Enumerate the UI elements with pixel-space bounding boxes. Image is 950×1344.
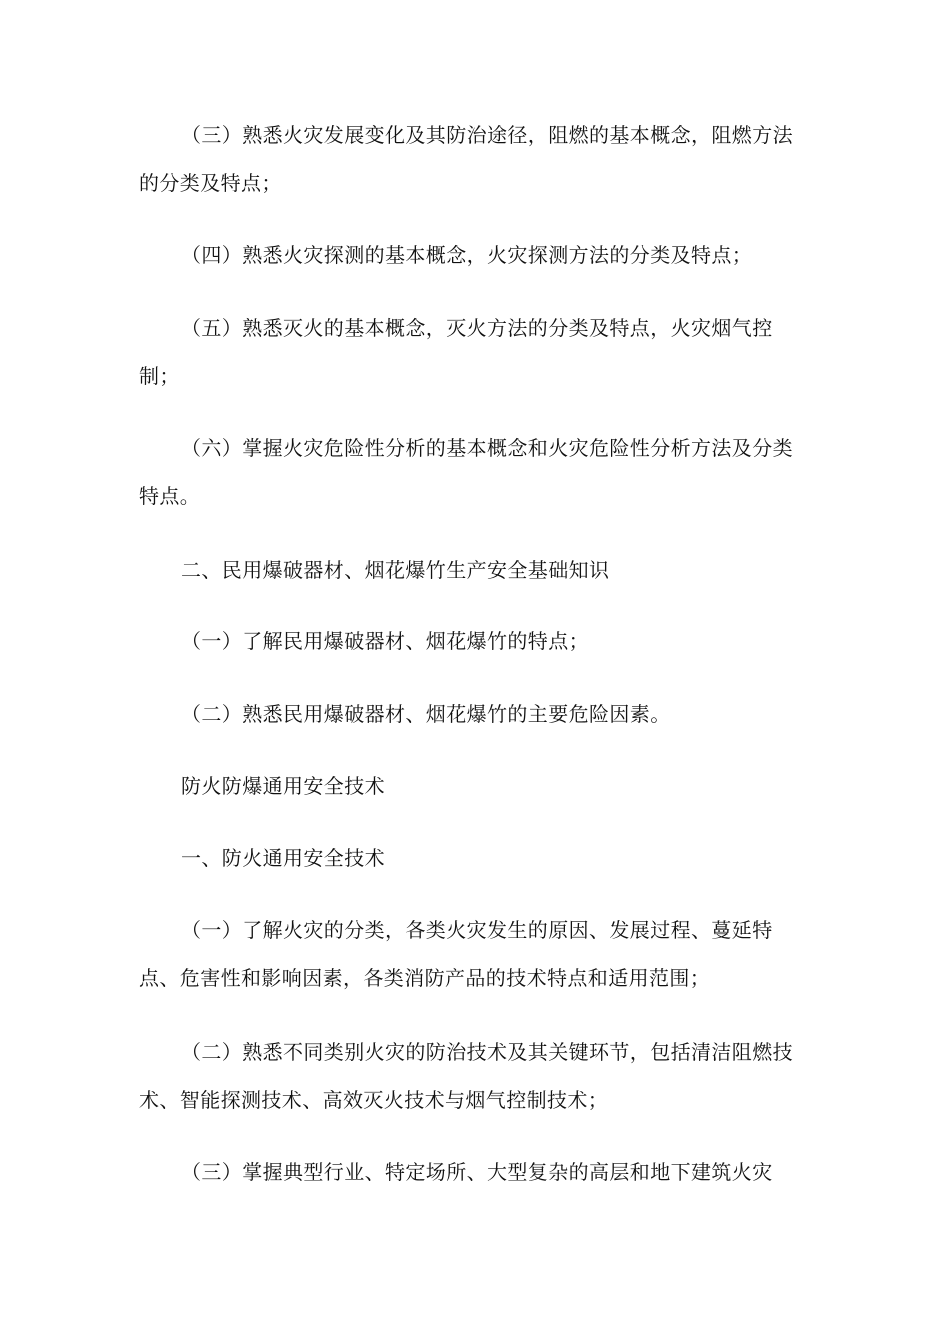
paragraph-explosives-features: （一）了解民用爆破器材、烟花爆竹的特点；: [181, 629, 589, 653]
section-heading-explosives-basics: 二、民用爆破器材、烟花爆竹生产安全基础知识: [181, 558, 610, 582]
paragraph-fire-detection: （四）熟悉火灾探测的基本概念，火灾探测方法的分类及特点；: [181, 243, 753, 267]
paragraph-fire-hazard-analysis: （六）掌握火灾危险性分析的基本概念和火灾危险性分析方法及分类特点。: [139, 436, 793, 508]
paragraph-fire-classification: （一）了解火灾的分类，各类火灾发生的原因、发展过程、蔓延特点、危害性和影响因素，各类消防产品的技术特点和适用范围；: [139, 918, 773, 990]
section-heading-fire-safety: 一、防火通用安全技术: [181, 846, 385, 870]
paragraph-typical-industries: （三）掌握典型行业、特定场所、大型复杂的高层和地下建筑火灾: [181, 1160, 773, 1184]
chapter-heading-fire-explosion-safety: 防火防爆通用安全技术: [181, 774, 385, 798]
paragraph-fire-extinguishing: （五）熟悉灭火的基本概念，灭火方法的分类及特点，火灾烟气控制；: [139, 316, 773, 388]
paragraph-explosives-hazards: （二）熟悉民用爆破器材、烟花爆竹的主要危险因素。: [181, 702, 671, 726]
paragraph-fire-development: （三）熟悉火灾发展变化及其防治途径，阻燃的基本概念，阻燃方法的分类及特点；: [139, 123, 793, 195]
paragraph-fire-prevention-tech: （二）熟悉不同类别火灾的防治技术及其关键环节，包括清洁阻燃技术、智能探测技术、高效灭火技术与烟气控制技术；: [139, 1040, 793, 1112]
